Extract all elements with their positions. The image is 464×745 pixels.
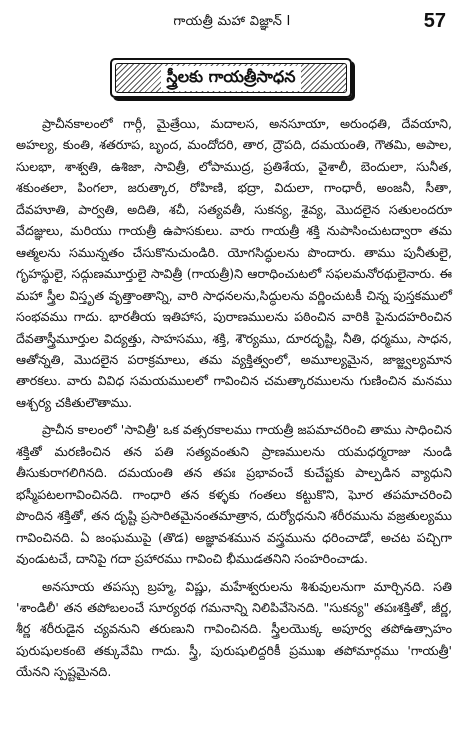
page-number: 57 (423, 10, 446, 32)
running-title: గాయత్రీ మహా విజ్ఞాన్ I (173, 14, 291, 29)
paragraph-2: ప్రాచీన కాలంలో 'సావిత్రీ' ఒక వత్సరకాలము గాయత్రీ జపమాచరించి తాము సాధించిన శక్తితో మరణించిన తన పతి సత్యవంతుని ప్రాణములను యమధర్మరాజు నుండి తీసుకురాగలిగినది. దమయంతి తన తపః ప్రభావంచే కుచేష్టకు పాల్పడిన వ్యాధుని భస్మీపటలగావించినది. గాంధారి తన కళ్ళకు గంతలు కట్టుకొని, ఘోర తపమాచరించి పొందిన శక్తితో, తన దృష్టి ప్రసారితమైనంతమాత్రాన, దుర్యోధనుని శరీరమును వజ్రతుల్యము గావించినది. ఏ జంఘముపై (తొడ) అజ్ఞావశమున వస్త్రమును ధరించాడో, అచట పచ్చిగా వుండుటచే, దానిపై గదా ప్రహారము గావించి భీముడతనిని సంహరించాడు. (16, 422, 452, 567)
page-header (0, 10, 464, 38)
section-title: స్త్రీలకు గాయత్రీసాధన (161, 66, 302, 91)
article-body (16, 113, 452, 689)
paragraph-1: ప్రాచీనకాలంలో గార్గీ, మైత్రేయి, మదాలస, అనసూయా, అరుంధతి, దేవయాని, అహల్య, కుంతి, శతరూప, బృంద, మందోదరి, తార, ద్రౌపది, దమయంతి, గౌతమి, అపాల, సులభా, శాశ్వతి, ఉశిజా, సావిత్రీ, లోపాముద్ర, ప్రతిశేయ, వైశాలీ, బెందులా, సునీత, శకుంతలా, పింగలా, జరుత్కార, రోహిణి, భద్రా, విదులా, గాంధారీ, అంజనీ, సీతా, దేవహూతి, పార్వతి, అదితి, శచీ, సత్యవతీ, సుకన్య, శైవ్య, మొదలైన సతులందరూ వేదజ్ఞులు, మరియు గాయత్రీ ఉపాసకులు. వారు గాయత్రీ శక్తి నుపాసించుటద్వారా తమ ఆత్మలను సమున్నతం చేసుకొనుచుండిరి. యోగసిద్ధులను పొందారు. తాము పునీతులై, గృహస్థులై, సద్గుణమూర్తులై సావిత్రీ (గాయత్రీ)ని ఆరాధించుటలో సఫలమనోరథులైనారు. ఈ మహా స్త్రీల విస్తృత వృత్తాంతాన్ని, వారి సాధనలను,సిద్ధులను వర్ణించుటకీ చిన్న పుస్తకములో సంభవము గాదు. భారతీయ ఇతిహాస, పురాణములను పఠించిన వారికి పైనుదహరించిన దేవతాస్త్రీమూర్తుల విద్యత్తు, సాహసము, శక్తి, శౌర్యము, దూరదృష్టి, నీతి, ధర్మము, సాధన, ఆతోన్నతి, మొదలైన పరాక్రమాలు, తమ వ్యక్తిత్వంలో, అమూల్యమైన, జాజ్జ్వల్యమాన తారకలు. వారు వివిధ సమయములలో గావించిన చమత్కారములను గుణించిన మనము ఆశ్చర్య చకితులౌతాము. (16, 116, 452, 410)
section-title-hatched-band (115, 63, 347, 93)
section-title-frame (110, 58, 352, 98)
paragraph-3: అనసూయ తపస్సు బ్రహ్మ, విష్ణు, మహేశ్వరులను శిశువులనుగా మార్చినది. సతి 'శాండిలీ' తన తపోబలంచే సూర్యరథ గమనాన్ని నిలిపివేసెనది. "సుకన్య" తపఃశక్తితో, జీర్ణ, శీర్ణ శరీరుడైన చ్యవనుని తరుణుని గావించినది. స్త్రీలయొక్క అపూర్వ తపోఉత్సాహం పురుషులకంటె తక్కువేమి గాదు. స్త్రీ, పురుషులిద్దరికీ ప్రముఖ తపోమార్గము 'గాయత్రీ' యేనని స్పష్టమైనది. (16, 578, 452, 680)
